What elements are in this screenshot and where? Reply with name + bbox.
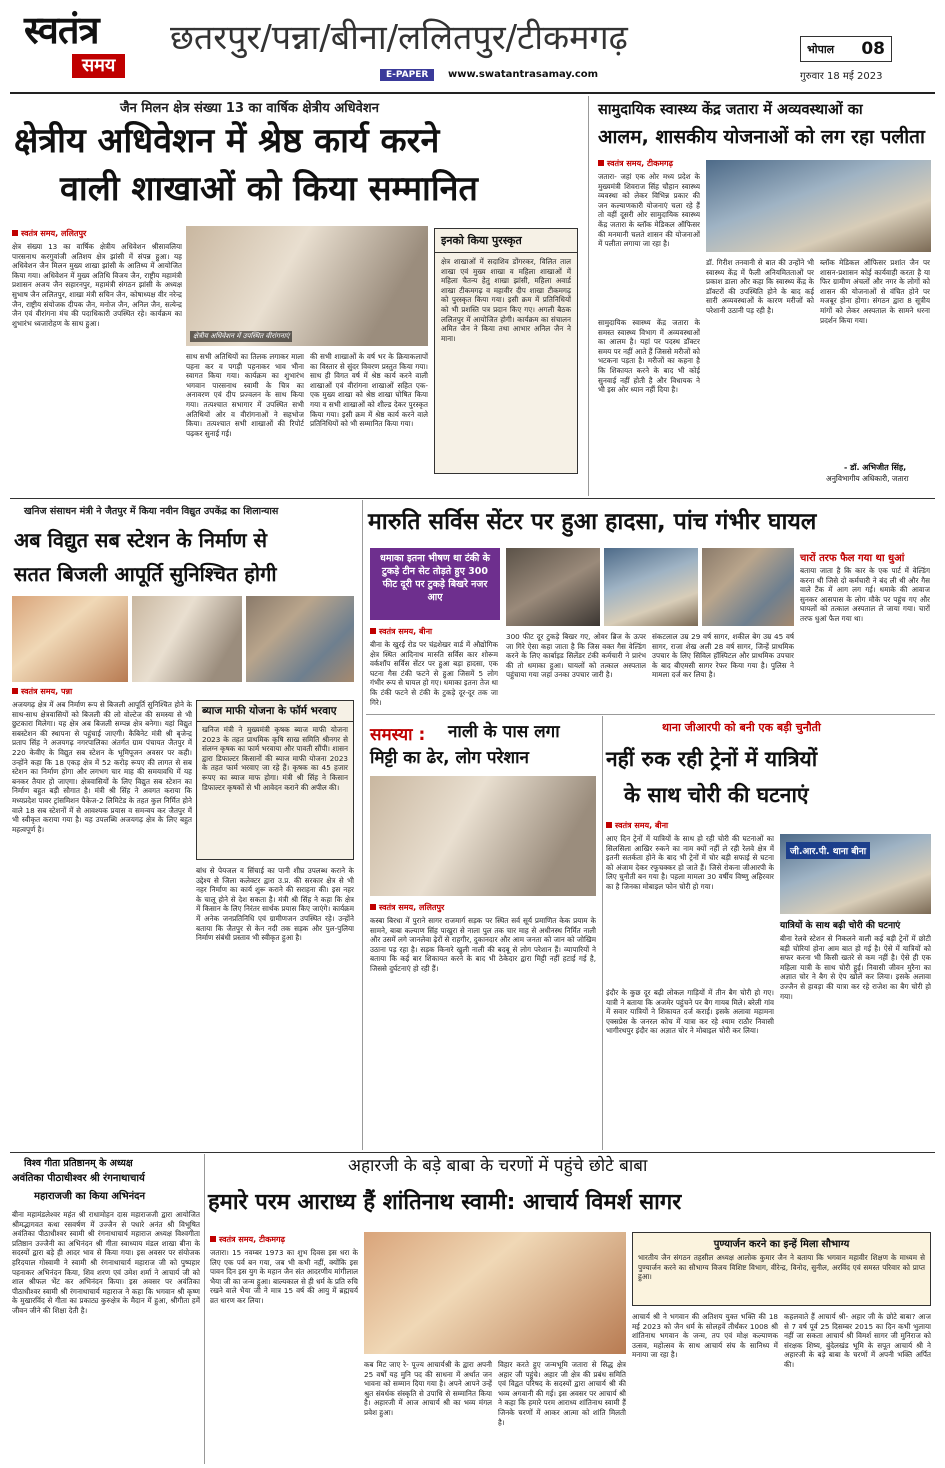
story-6-col-3: बीना रेलवे स्टेशन से निकलने वाली कई बड़ी ट्रेनों में छोटी बड़ी चोरियां होना आम बात हो गई है। ऐसे में यात्रियों को सफर करना भी किसी खतरे से कम नहीं है। ऐसे ही एक महिला यात्री के साथ चोरी हुई। निवासी जीवन मुरैना का अज्ञात चोर ने बैग से ऐप खोलें कर लिया। इसके अलावा उज्जैन से हावड़ा की यात्रा कर रहे राजेश का बैग चोरी हो गया। [780, 934, 931, 1001]
story-1-award-box [434, 228, 578, 474]
story-8-col-4: आचार्य श्री ने भगवान की अतिशय युक्त भक्ति की 18 मई 2023 को जैन धर्म के सोलहवें तीर्थंकर 1008 श्री शांतिनाथ भगवान के जन्म, तप एवं मोक्ष कल्याणक उत्सव, महोत्सव के साथ आचार्य संघ के सानिध्य में मनाया जा रहा है। [632, 1312, 778, 1360]
award-box-text: क्षेत्र शाखाओं में सदाशिव डोंगरकर, विलित ताल शाखा एवं मुख्य शाखा व महिला शाखाओं में महिला चैतन्य हेतु शाखा झांसी, महिला अवार्ड शाखा टीकमगढ़ व महावीर दीप शाखा टीकमगढ़ को पुरस्कृत किया गया। इसी क्रम में प्रतिनिधियों को भी प्रशस्ति पत्र प्रदान किए गए। अगली बैठक ललितपुर में आयोजित होगी। कार्यक्रम का संचालन अमित जैन ने किया तथा आभार अनिल जैन ने माना। [441, 257, 571, 343]
story-1-photo [186, 226, 428, 346]
story-5-text: कस्बा बिरधा में पुराने सागर राजमार्ग सड़क पर स्थित सर्व सूर्य प्रमाणित केक प्रयाम के सामने, बाबा कल्याण सिंह पाखुरा से नाला पुल तक चार माह से अधीनस्थ निर्मित नाली और उसमें लगे जानलेवा ढ़ेरों से राहगीर, दुकानदार और आम जनता को जान को जोखिम उठाना पड़ रहा है। सड़क किनारे खुली नाली की बदबू से लोग परेशान हैं। व्यापारियों ने बताया कि कई बार शिकायत करने के बाद भी ठेकेदार द्वारा मिट्टी नहीं हटाई गई है, जिससे दुर्घटनाएं हो रही हैं। [370, 916, 596, 973]
story-4-byline: स्वतंत्र समय, बीना [370, 626, 432, 637]
story-8-col-5: कहलवाते हैं आचार्य श्री- अहार जी के छोटे बाबा? आज से 7 वर्ष पूर्व 25 दिसम्बर 2015 का दिन कभी भुलाया नहीं जा सकता आचार्य श्री विमर्श सागर जी मुनिराज को संरक्षक शिष्य, बुंदेलखंड भूमि के सपूत आचार्य श्री ने अहारजी के बड़े बाबा के चरणों में अपनी भक्ति अर्पित की। [784, 1312, 931, 1369]
story-7-headline-2: महाराजजी का किया अभिनंदन [34, 1191, 146, 1202]
story-8-merit-box [632, 1232, 931, 1306]
story-5-headline-2: मिट्टी का ढेर, लोग परेशान [370, 748, 529, 768]
city-label: भोपाल [807, 43, 835, 56]
story-4 [366, 500, 935, 712]
story-6-col-1: आए दिन ट्रेनों में यात्रियों के साथ हो रही चोरी की घटनाओं का सिलसिला आखिर रुकने का नाम क्यों नहीं ले रही रेलवे क्षेत्र में इतनी सतर्कता होने के बाद भी ट्रेनों में चोर बड़ी सफाई से घटना को अंजाम देकर रफूचक्कर हो जाते हैं। जिसे रोकना जीआरपी के लिए चुनौती बन गया है। पहला मामला 30 वर्षीय विष्णु अहिरवार का है जिनका मोबाइल फोन चोरी हो गया। [606, 834, 774, 891]
story-8-col-3: विहार करते हुए जन्मभूमि जतारा से सिद्ध क्षेत्र अहार जी पहुंचे। अहार जी क्षेत्र की प्रबंध समिति एवं विद्वत परिषद के सदस्यों द्वारा आचार्य श्री की भव्य अगवानी की गई। इस अवसर पर आचार्य श्री ने कहा कि हमारे परम आराध्य शांतिनाथ स्वामी हैं जिनके चरणों में आकर आत्मा को शांति मिलती है। [498, 1360, 626, 1427]
story-8-kicker: अहारजी के बड़े बाबा के चरणों में पहुंचे छोटे बाबा [348, 1156, 648, 1176]
edition-title: छतरपुर/पन्ना/बीना/ललितपुर/टीकमगढ़ [170, 18, 628, 58]
story-6-kicker: थाना जीआरपी को बनी एक बड़ी चुनौती [662, 721, 821, 734]
story-2-byline: स्वतंत्र समय, टीकमगढ़ [598, 158, 673, 169]
story-7-headline-1: अवंतिका पीठाधीश्वर श्री रंगनाथाचार्य [12, 1173, 145, 1184]
award-box-title: इनको किया पुरस्कृत [435, 229, 577, 253]
story-7-text: बीना महामंडलेश्वर महंत श्री राधामोहन दास महाराजजी द्वारा आयोजित श्रीमद्भागवत कथा रसवर्षण में उज्जैन से पधारे अनंत श्री विभूषित अवंतिका पीठाधीश्वर स्वामी श्री रंगनाथाचार्य महाराज अध्यक्ष विश्वगीता प्रतिष्ठान उज्जैनी का अभिनंदन श्री गीता स्वाध्याय मंडल शाखा बीना के सदस्यों द्वारा बड़े ही आदर भाव से किया गया। इस अवसर पर संयोजक हरिदयाल गोस्वामी ने स्वामी श्री रंगनाथाचार्य महाराज जी को पुष्पहार पहनाकर अभिनंदन किया, शिव शरण एवं उमेश शर्मा ने आचार्य जी को शाल श्रीफल भेंट कर अभिनंदन किया। इस अवसर पर अवंतिका पीठाधीश्वर स्वामी श्री रंगनाथाचार्य महाराज ने कहा कि भगवान श्री कृष्ण के मुखारविंद से गीता का प्रकाट्य कुरुक्षेत्र के मैदान में हुआ, श्रीगीता हमें जीवन जीने की शिक्षा देती है। [12, 1210, 200, 1315]
story-2-col-2: सामुदायिक स्वास्थ्य केंद्र जतारा के समस्त स्वास्थ्य विभाग में अव्यवस्थाओं का आलम है। यहां पर पदस्थ डॉक्टर समय पर नहीं आते हैं जिससे मरीजों को भटकना पड़ता है। मरीजों का कहना है कि शिकायत करने के बाद भी कोई सुनवाई नहीं होती है और विधायक ने भी इस ओर ध्यान नहीं दिया है। [598, 318, 700, 395]
story-8-photo [364, 1232, 626, 1354]
story-3-kicker: खनिज संसाधन मंत्री ने जैतपुर में किया नवीन विद्युत उपकेंद्र का शिलान्यास [24, 506, 279, 517]
story-1 [10, 96, 584, 496]
story-8 [208, 1154, 935, 1464]
story-6-headline-2: के साथ चोरी की घटनाएं [624, 783, 809, 807]
story-3-scheme-box [196, 700, 354, 860]
story-5-byline: स्वतंत्र समय, ललितपुर [370, 902, 444, 913]
story-3-headline-1: अब विद्युत सब स्टेशन के निर्माण से [14, 528, 268, 552]
story-8-col-2: कब मिट जाए रे- पूज्य आचार्यश्री के द्वारा अपनी 25 वर्षों यह मुनि पद की साधना में अर्थात जन भावना को सम्मान दिया गया है। अपने आपने उन्हें श्रुत संवर्धक संस्कृति से उपाधि से सम्मानित किया है। अहारजी में आज आचार्य श्री का भव्य मंगल प्रवेश हुआ। [364, 1360, 492, 1417]
story-1-col-2: साथ सभी अतिथियों का तिलक लगाकर माला पहना कर व पगड़ी पहनाकर भाव भीना स्वागत किया गया। कार्यक्रम का शुभारंभ भगवान पारसनाथ स्वामी के चित्र का अनावरण एवं दीप प्रज्वलन के साथ किया गया। तत्पश्चात सभागार में उपस्थित सभी अतिथियों ओर व वीरांगनाओं ने सहभोज किया। तत्पश्चात सभी शाखाओं की रिपोर्ट पढ़कर सुनाई गई। [186, 352, 304, 438]
story-7 [10, 1154, 202, 1464]
story-2-headline-1: सामुदायिक स्वास्थ्य केंद्र जतारा में अव्यवस्थाओं का [598, 102, 863, 118]
website-link[interactable]: www.swatantrasamay.com [448, 69, 599, 80]
story-4-callout: धमाका इतना भीषण था टंकी के टुकड़े टीन सेट तोड़ते हुए 300 फीट दूरी पर टुकड़े बिखरे नजर आए [370, 548, 500, 620]
logo [24, 8, 164, 84]
story-8-byline: स्वतंत्र समय, टीकमगढ़ [210, 1234, 285, 1245]
merit-box-title: पुण्यार्जन करने का इन्हें मिला सौभाग्य [713, 1239, 850, 1250]
story-2-quote-role: अनुविभागीय अधिकारी, जतारा [826, 474, 909, 483]
story-4-col-1: बीना के खुरई रोड पर चंद्रशेखर वार्ड में औद्योगिक क्षेत्र स्थित आदिनाथ मारुति सर्विस कार शोरूम वर्कशॉप सर्विस सेंटर पर हुआ बड़ा हादसा, एक घटना गैस टंकी फटने से हुआ जिसमें 5 लोग गंभीर रूप से घायल हो गए। धमाका इतना तेज था कि टंकी फटने से टंकी के टुकड़े दूर-दूर तक जा गिरे। [370, 640, 498, 707]
story-3-col-1: अजयगढ़ क्षेत्र में अब निर्माण रूप से बिजली आपूर्ति सुनिश्चित होने के साथ-साथ क्षेत्रवासियों को बिजली की लो वोल्टेज की समस्या से भी छुटकारा मिलेगा। यह क्षेत्र अब बिजली सम्पन्न क्षेत्र बनेगा। यहां विद्युत सबस्टेशन की स्थापना से पहुंचाई जाएगी। कैबिनेट मंत्री श्री बृजेन्द्र प्रताप सिंह ने अजयगढ़ नगरपालिका अंतर्गत ग्राम पंचायत जैतपुर में 220 केवीए के विद्युत सब स्टेशन के भूमिपूजन अवसर पर कही। उन्होंने कहा कि 18 एकड़ क्षेत्र में 52 करोड़ रूपए की लागत से सब स्टेशन का निर्माण होगा और लगभग चार माह की समयावधि में यह बनकर तैयार हो जाएगा। क्षेत्रवासियों के लिए विद्युत सब स्टेशन का निर्माण बहुत बड़ी सौगात है। मंत्री श्री सिंह ने अवगत कराया कि मध्यप्रदेश पावर ट्रांसमिशन पैकेज-2 लिमिटेड के तहत कुल निर्मित होने वाले 18 सब स्टेशनों में से आवश्यक प्रयास व समन्वय कर जैतपुर में भी स्वीकृत कराया गया है। यह उपलब्धि अजयगढ़ क्षेत्र के लिए बहुत महत्वपूर्ण है। [12, 700, 192, 834]
story-7-kicker: विश्व गीता प्रतिष्ठानम् के अध्यक्ष [24, 1158, 133, 1169]
story-3-photo-2 [132, 596, 242, 682]
grp-sign: जी.आर.पी. थाना बीना [786, 842, 870, 859]
story-4-side-title: चारों तरफ फैल गया था धुआं [800, 553, 905, 564]
story-4-photo-2 [604, 548, 698, 626]
story-5 [366, 716, 600, 1150]
story-4-col-3: संकटलाल उम्र 29 वर्ष सागर, शकील बेग उम्र 45 वर्ष सागर, राजा शेख अली 28 वर्ष सागर, जिन्हें प्राथमिक उपचार के लिए सिविल हॉस्पिटल और प्राथमिक उपचार के बाद बीएमसी सागर रेफर किया गया है। पुलिस ने मामला दर्ज कर लिया है। [652, 632, 794, 680]
story-2-quote-by: - डॉ. अभिजीत सिंह, [844, 463, 907, 472]
story-2-headline-2: आलम, शासकीय योजनाओं को लग रहा पलीता [598, 126, 925, 148]
story-3-photo-1 [12, 596, 128, 682]
page-info [800, 36, 892, 62]
masthead [0, 0, 945, 92]
story-2 [594, 96, 935, 496]
epaper-label: E-PAPER [380, 69, 434, 81]
logo-bottom: समय [72, 54, 125, 78]
story-2-col-4: ब्लॉक मेडिकल ऑफिसर प्रशांत जैन पर शासन-प्रशासन कोई कार्यवाही करता है या फिर ग्रामीण अंचलों और नगर के लोगों को शासन की योजनाओं से वंचित होने पर मजबूर होना होगा। संगठन द्वारा 8 सूत्रीय मांगों को लेकर अस्पताल के सामने धरना प्रदर्शन किया गया। [820, 258, 930, 325]
story-2-photo [706, 160, 931, 252]
page-number: 08 [861, 39, 885, 59]
story-1-col-3: की सभी शाखाओं के वर्ष भर के क्रियाकलापों का विस्तार से सुंदर विवरण प्रस्तुत किया गया। साथ ही विगत वर्ष में श्रेष्ठ कार्य करने वाली शाखाओं एवं वीरांगना शाखाओं सहित एक-एक मुख्य शाखा को श्रेष्ठ शाखा घोषित किया गया व सभी शाखाओं को शील्ड देकर पुरस्कृत किया गया। इसी क्रम में श्रेष्ठ कार्य करने वाले प्रतिनिधियों को भी सम्मानित किया गया। [310, 352, 428, 429]
story-3 [10, 500, 360, 1060]
epaper-bar [370, 68, 800, 84]
story-1-headline-2: वाली शाखाओं को किया सम्मानित [60, 169, 478, 209]
story-6-col-2: इंदौर के कुछ दूर बढ़ी लोकल गाड़ियों में तीन बैग चोरी हो गए। यात्री ने बताया कि अजमेर पहुंचने पर बैग गायब मिले। बरेली गांव में सवार यात्रियों ने शिकायत दर्ज कराई। इसके अलावा महामना एक्सप्रेस के जनरल कोच में यात्रा कर रहे श्याम राठौर निवासी भागीरथपुर इंदौर का अज्ञात चोर ने मोबाइल चोरी कर लिया। [606, 988, 774, 1036]
story-1-kicker: जैन मिलन क्षेत्र संख्या 13 का वार्षिक क्षेत्रीय अधिवेशन [120, 101, 379, 116]
story-4-photo-3 [702, 548, 794, 626]
story-6-photo [780, 834, 931, 914]
story-3-byline: स्वतंत्र समय, पन्ना [12, 686, 72, 697]
story-4-photo-1 [506, 548, 600, 626]
logo-top: स्वतंत्र [24, 7, 99, 52]
story-1-col-1: क्षेत्र संख्या 13 का वार्षिक क्षेत्रीय अधिवेशन श्रीसावलिया पारसनाथ करगुवांजी अतिशय क्षेत्र झांसी में संपन्न हुआ। यह अधिवेशन जैन मिलन मुख्य शाखा झांसी के आतिथ्य में आयोजित किया गया। अधिवेशन में मुख्य अतिथि विजय जैन, राष्ट्रीय महामंत्री प्रशासन अजय जैन सहारनपुर, महामंत्री संगठन झांसी के अध्यक्ष सुभाष जैन ललितपुर, शाखा मंत्री सचिन जैन, कोषाध्यक्ष वीर नरेन्द्र जैन, राष्ट्रीय संयोजक दीपक जैन, मनोज जैन, अनिल जैन, सत्येन्द्र जैन एवं वीरांगना मंच की पदाधिकारी उपस्थित रहे। कार्यक्रम का शुभारंभ ध्वजारोहण के साथ हुआ। [12, 242, 182, 328]
story-2-col-1: जतारा- जहां एक ओर मध्य प्रदेश के मुख्यमंत्री शिवराज सिंह चौहान स्वास्थ्य व्यवस्था को लेकर विभिन्न प्रकार की जन कल्याणकारी योजनाएं चला रहे हैं तो वहीं दूसरी ओर सामुदायिक स्वास्थ्य केंद्र जतारा के ब्लॉक मेडिकल ऑफिसर की मनमानी चलते शासन की योजनाओं में पलीता लगाया जा रहा है। [598, 172, 700, 249]
story-1-photo-caption: क्षेत्रीय अधिवेशन में उपस्थित वीरांगनाएं [190, 331, 292, 342]
story-5-headline-1: नाली के पास लगा [448, 722, 560, 742]
story-4-col-2: 300 फीट दूर टुकड़े बिखर गए, ओवर ब्रिज के ऊपर जा गिरे ऐसा कहा जाता है कि जिस वक्त गैस वेल्डिंग करने के लिए कार्बाइड सिलेंडर टंकी कर्मचारी ने प्रारंभ की तो धमाका हुआ। घायलों को तत्काल अस्पताल पहुंचाया गया जहां उनका उपचार जारी है। [506, 632, 646, 680]
merit-box-text: भारतीय जैन संगठन तहसील अध्यक्ष आलोक कुमार जैन ने बताया कि भगवान महावीर शिक्षण के माध्यम से पुण्यार्जन करने का सौभाग्य विजय विशिष्ट विभाग, वीरेन्द्र, विनोद, सुनील, अरविंद एवं समस्त परिवार को प्राप्त हुआ। [638, 1253, 925, 1282]
story-8-col-1: जतारा। 15 नवम्बर 1973 का शुभ दिवस इस धरा के लिए एक पर्व बन गया, जब भी कभी नहीं, क्योंकि इस पावन दिन इस युग के महान जैन संत आदरणीय मांगीलाल भैया जी का जन्म हुआ। बाल्यकाल से ही धर्म के प्रति रुचि रखने वाले भैया जी ने मात्र 15 वर्ष की आयु में ब्रह्मचर्य व्रत धारण कर लिया। [210, 1248, 358, 1305]
story-1-headline-1: क्षेत्रीय अधिवेशन में श्रेष्ठ कार्य करने [14, 121, 440, 161]
story-6-photo-caption: यात्रियों के साथ बढ़ी चोरी की घटनाएं [780, 921, 901, 931]
story-5-label: समस्या : [370, 725, 426, 745]
story-6-byline: स्वतंत्र समय, बीना [606, 820, 668, 831]
story-3-headline-2: सतत बिजली आपूर्ति सुनिश्चित होगी [14, 562, 277, 586]
scheme-box-text: खनिज मंत्री ने मुख्यमंत्री कृषक ब्याज माफी योजना 2023 के तहत प्राथमिक कृषि साख समिति श्रीनगर से संलग्न कृषक का फार्म भरवाया और पावती सौंपी। शासन द्वारा डिफाल्टर किसानों की ब्याज माफी योजना 2023 के तहत फार्म भरवाए जा रहे हैं। कृषक का 45 हजार रूपए का ब्याज माफ होगा। मंत्री श्री सिंह ने किसान डिफाल्टर कृषकों से भी आवेदन कराने की अपील की। [202, 725, 348, 792]
story-1-byline: स्वतंत्र समय, ललितपुर [12, 228, 86, 239]
story-4-col-4: बताया जाता है कि कार के एक पार्ट में वेल्डिंग करना थी जिसे दो कर्मचारी ने बंद ली थी और गैस वाले टैंक में आग लग गई। धमाके की आवाज सुनकर आसपास के लोग मौके पर पहुंच गए और घायलों को तत्काल अस्पताल ले जाया गया। चारों तरफ धुआं फैल गया था। [800, 566, 930, 623]
story-5-photo [370, 776, 596, 896]
story-8-headline: हमारे परम आराध्य हैं शांतिनाथ स्वामी: आचार्य विमर्श सागर [208, 1190, 682, 1215]
story-3-col-2: बांध से पेयजल व सिंचाई का पानी शीघ्र उपलब्ध कराने के उद्देश्य से जिला कलेक्टर द्वारा उ.प्र. की सरकार क्षेत्र से भी नहर निर्माण का कार्य शुरू कराने की सराहना की। इस नहर के चालू होने से देश सकता है। मंत्री श्री सिंह ने कहा कि क्षेत्र में किसान के लिए निरंतर सार्थक प्रयास किए जाएंगे। कार्यक्रम में अनेक जनप्रतिनिधि एवं ग्रामीणजन उपस्थित रहे। उन्होंने बताया कि जैतपुर से केन नदी तक सड़क और पुल-पुलिया निर्माण संबंधी प्रस्ताव भी स्वीकृत हुआ है। [196, 866, 354, 943]
story-6 [604, 716, 935, 1150]
story-6-headline-1: नहीं रुक रही ट्रेनों में यात्रियों [606, 747, 818, 771]
story-4-headline: मारुति सर्विस सेंटर पर हुआ हादसा, पांच गंभीर घायल [368, 509, 817, 535]
story-3-photo-3 [246, 596, 354, 682]
story-2-col-3: डॉ. गिरीश तनवानी से बात की उन्होंने भी स्वास्थ्य केंद्र में फैली अनियमितताओं पर प्रकाश डाला और कहा कि स्वास्थ्य केंद्र के डॉक्टरों की उपस्थिति होने के बाद कई सारी अव्यवस्थाओं के कारण मरीजों को परेशानी उठानी पड़ रही है। [706, 258, 814, 315]
issue-date: गुरुवार 18 मई 2023 [800, 71, 883, 82]
scheme-box-title: ब्याज माफी योजना के फॉर्म भरवाए [197, 701, 353, 722]
